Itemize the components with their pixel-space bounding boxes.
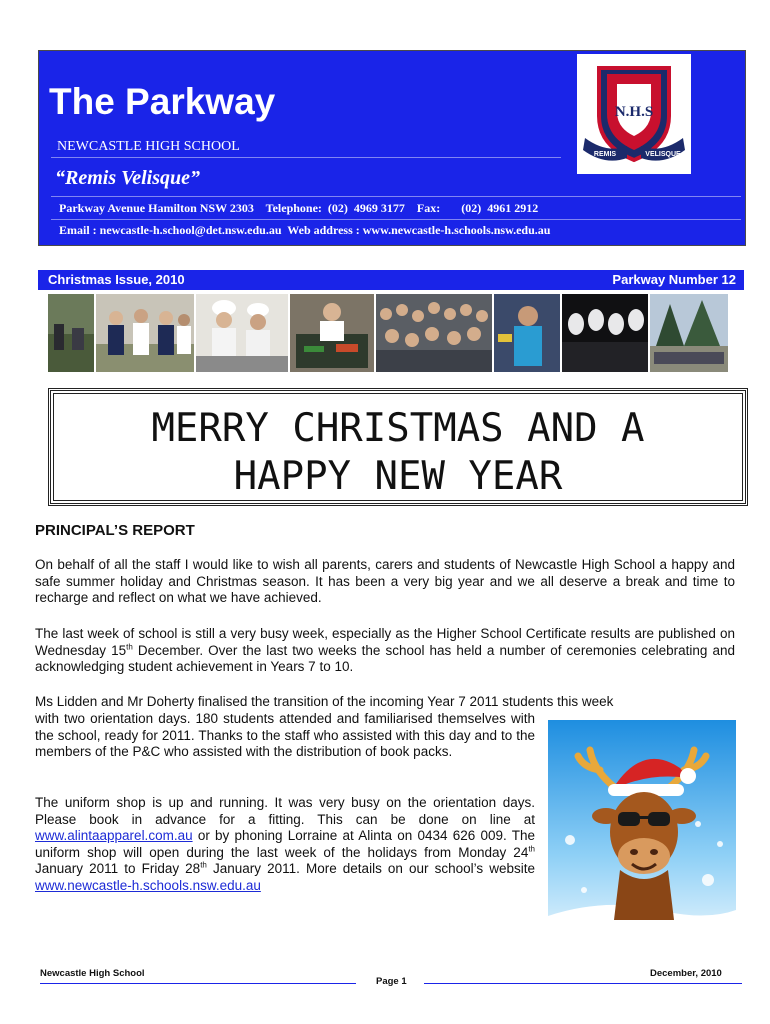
- masthead-divider: [51, 219, 741, 220]
- principals-report-heading: PRINCIPAL’S REPORT: [35, 522, 195, 539]
- school-crest: [577, 54, 691, 174]
- photo-crowd: [376, 294, 492, 372]
- photo-cooking: [290, 294, 374, 372]
- photo-students: [96, 294, 194, 372]
- crest-ribbon-right: VELISQUE: [645, 151, 681, 158]
- footer-rule-left: [40, 983, 356, 984]
- photo-performer: [494, 294, 560, 372]
- banner-line-2: HAPPY NEW YEAR: [233, 454, 563, 499]
- photo-kitchen: [196, 294, 288, 372]
- email-web-line: Email : newcastle-h.school@det.nsw.edu.au Web address : www.newcastle-h.schools.nsw.edu.au: [59, 223, 551, 237]
- paragraph-orientation-first-line: Ms Lidden and Mr Doherty finalised the transition of the incoming Year 7 2011 students this week: [35, 694, 614, 709]
- masthead-divider: [51, 157, 561, 158]
- reindeer-illustration: [548, 720, 736, 946]
- newsletter-title: The Parkway: [49, 81, 276, 122]
- photo-collage: [48, 294, 742, 372]
- school-motto: “Remis Velisque”: [55, 167, 201, 189]
- photo-masks: [562, 294, 648, 372]
- photo-campus: [48, 294, 94, 372]
- paragraph-holiday-wishes: On behalf of all the staff I would like to wish all parents, carers and students of Newcastle High School a happy and safe summer holiday and Christmas season. It has been a very big year and we all deserve a break and time to recharge and reflect on what we have achieved.: [35, 557, 735, 605]
- issue-label: Christmas Issue, 2010: [48, 272, 185, 287]
- paragraph-last-week: The last week of school is still a very busy week, especially as the Higher School Certificate results are published on Wednesday 15th December. Over the last two weeks the school has held a number of ceremonies celebrating and acknowledging student achievement in Years 7 to 10.: [35, 626, 735, 674]
- footer-rule-right: [424, 983, 742, 984]
- school-website-link[interactable]: www.newcastle-h.schools.nsw.edu.au: [35, 877, 261, 893]
- masthead: [38, 50, 746, 246]
- paragraph-uniform-shop: The uniform shop is up and running. It was very busy on the orientation days. Please book in advance for a fitting. This can be done on line at www.alintaapparel.com.au or by phoning Lorraine at Alinta on 0434 626 009. The uniform shop will open during the last week of the holidays from Monday 24th January 2011 to Friday 28th January 2011. More details on our school’s website www.newcastle-h.schools.nsw.edu.au: [35, 795, 535, 893]
- masthead-divider: [51, 196, 741, 197]
- school-name: NEWCASTLE HIGH SCHOOL: [57, 139, 240, 154]
- paragraph-orientation: with two orientation days. 180 students attended and familiarised themselves with the school, ready for 2011. Thanks to the staff who assisted with this day and to the members of the P&C who assisted with the distribution of book packs.: [35, 711, 535, 759]
- contact-details: Parkway Avenue Hamilton NSW 2303 Telephone: (02) 4969 3177 Fax: (02) 4961 2912: [59, 201, 539, 215]
- christmas-banner: [48, 388, 748, 506]
- photo-trees: [650, 294, 728, 372]
- crest-letters: N.H.S: [614, 104, 654, 120]
- banner-line-1: MERRY CHRISTMAS AND A: [151, 406, 645, 451]
- footer-school-name: Newcastle High School: [40, 968, 145, 979]
- crest-ribbon-left: REMIS: [593, 151, 617, 158]
- alinta-apparel-link[interactable]: www.alintaapparel.com.au: [35, 828, 193, 843]
- issue-number: Parkway Number 12: [612, 272, 736, 287]
- footer-page-number: Page 1: [376, 976, 407, 987]
- footer-date: December, 2010: [650, 968, 722, 979]
- issue-bar: [38, 270, 744, 290]
